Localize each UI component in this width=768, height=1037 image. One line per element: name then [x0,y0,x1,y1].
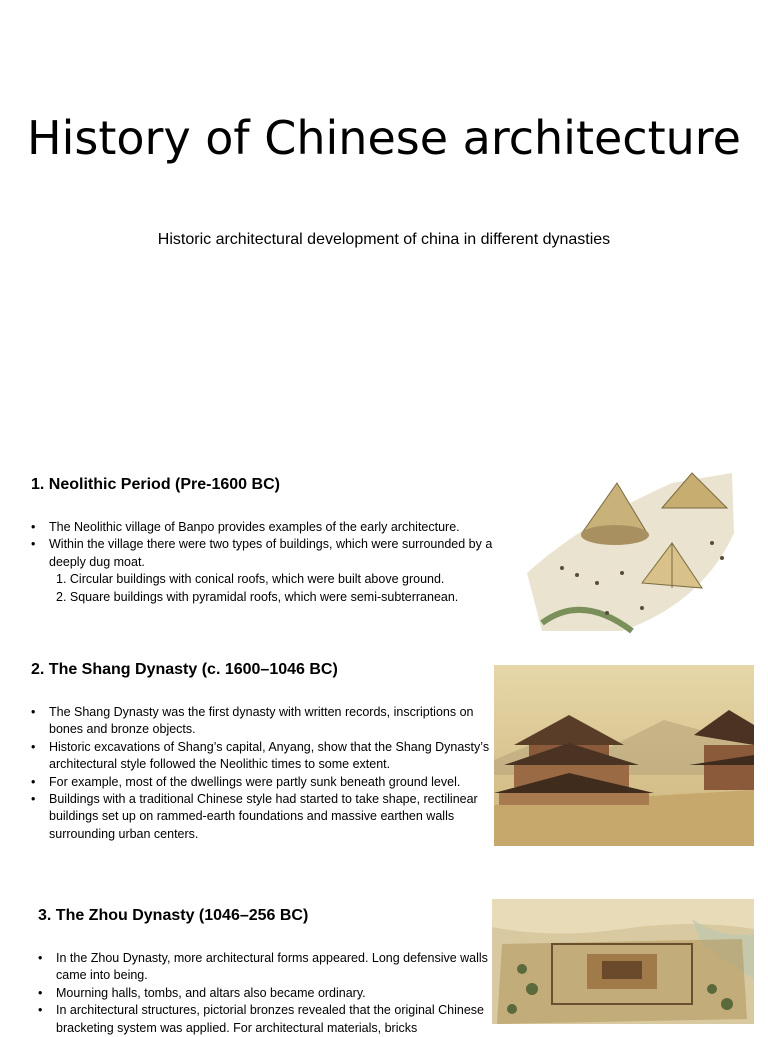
sub-item: 2. Square buildings with pyramidal roofs, which were semi-subterranean. [56,589,459,604]
section-heading-zhou: 3. The Zhou Dynasty (1046–256 BC) [38,907,309,924]
bullet-item: • The Neolithic village of Banpo provides examples of the early architecture. [31,519,501,536]
zhou-city-painting-icon [492,899,754,1024]
section-heading-shang: 2. The Shang Dynasty (c. 1600–1046 BC) [31,661,338,678]
bullet-item: • Historic excavations of Shang’s capital, Anyang, show that the Shang Dynasty’s architectural style followed the Neolithic times to some extent. [31,739,491,774]
sub-item: 1. Circular buildings with conical roofs, which were built above ground. [56,572,445,587]
bullet-item: • Mourning halls, tombs, and altars also became ordinary. [38,985,488,1002]
bullet-list-shang [31,704,491,843]
shang-palace-painting-icon [494,665,754,846]
bullet-item: • In architectural structures, pictorial bronzes revealed that the original Chinese bracketing system was applied. For architectural materials, bricks [38,1002,488,1037]
bullet-list-neolithic [31,519,501,606]
bullet-item: • The Shang Dynasty was the first dynasty with written records, inscriptions on bones and bronze objects. [31,704,491,739]
neolithic-village-image [522,463,737,635]
bullet-item: • In the Zhou Dynasty, more architectural forms appeared. Long defensive walls came into being. [38,950,488,985]
bullet-item: • Within the village there were two types of buildings, which were surrounded by a deeply dug moat. [31,536,501,571]
slide-subtitle: Historic architectural development of china in different dynasties [157,231,611,248]
shang-palace-image [494,665,754,846]
bullet-item: • Buildings with a traditional Chinese style had started to take shape, rectilinear buildings set up on rammed-earth foundations and massive earthen walls surrounding urban centers. [31,791,491,843]
neolithic-village-illustration-icon [522,463,737,635]
bullet-item: • For example, most of the dwellings were partly sunk beneath ground level. [31,774,491,791]
zhou-city-image [492,899,754,1024]
slide-title: History of Chinese architecture [27,111,741,165]
section-heading-neolithic: 1. Neolithic Period (Pre-1600 BC) [31,476,280,493]
